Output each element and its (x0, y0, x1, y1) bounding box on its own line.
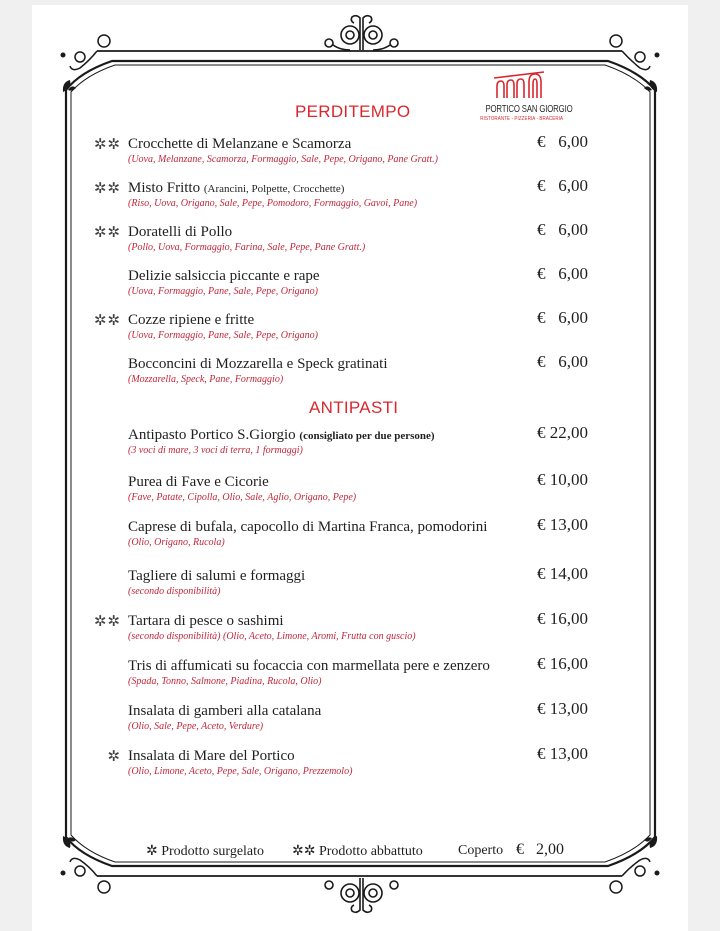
menu-item (0, 220, 720, 263)
product-mark: ✲✲ (93, 223, 121, 241)
menu-item (0, 609, 720, 652)
item-ingredients: (Uova, Melanzane, Scamorza, Formaggio, Sale, Pepe, Origano, Pane Gratt.) (128, 154, 438, 165)
item-name: Cozze ripiene e fritte (128, 312, 255, 328)
menu-item (0, 654, 720, 697)
product-mark: ✲✲ (93, 311, 121, 329)
item-price: € 6,00 (537, 132, 588, 151)
item-ingredients: (Fave, Patate, Cipolla, Olio, Sale, Aglio, Origano, Pepe) (128, 492, 357, 503)
menu-item (0, 423, 720, 466)
product-mark: ✲✲ (93, 612, 121, 630)
item-name: Tagliere di salumi e formaggi (128, 568, 306, 584)
item-ingredients: (secondo disponibilità) (Olio, Aceto, Limone, Aromi, Frutta con guscio) (128, 631, 416, 642)
legend-blast-chilled: ✲✲ Prodotto abbattuto (292, 844, 423, 859)
cover-charge-price: € 2,00 (516, 841, 564, 858)
bottom-ornament (325, 878, 398, 912)
item-name: Antipasto Portico S.Giorgio (consigliato per due persone) (128, 427, 435, 443)
item-name: Purea di Fave e Cicorie (128, 474, 269, 490)
section-title-antipasti: ANTIPASTI (309, 398, 399, 417)
menu-item (0, 699, 720, 742)
item-name: Crocchette di Melanzane e Scamorza (128, 136, 352, 152)
item-price: € 13,00 (537, 515, 588, 534)
menu-item (0, 744, 720, 787)
item-name: Tris di affumicati su focaccia con marmellata pere e zenzero (128, 658, 490, 674)
item-price: € 13,00 (537, 699, 588, 718)
item-name: Insalata di gamberi alla catalana (128, 703, 322, 719)
menu-item (0, 308, 720, 351)
restaurant-logo (476, 70, 573, 122)
menu-item (0, 352, 720, 395)
cover-charge-label: Coperto (458, 843, 504, 858)
item-ingredients: (Olio, Limone, Aceto, Pepe, Sale, Origano, Prezzemolo) (128, 766, 353, 777)
item-name: Doratelli di Pollo (128, 224, 233, 240)
legend-frozen: ✲ Prodotto surgelato (146, 844, 265, 859)
item-ingredients: (Riso, Uova, Origano, Sale, Pepe, Pomodoro, Formaggio, Gavoi, Pane) (128, 198, 418, 209)
logo-tagline: RISTORANTE - PIZZERIA - BRACERIA (480, 116, 564, 122)
item-name: Tartara di pesce o sashimi (128, 613, 284, 629)
item-ingredients: (Spada, Tonno, Salmone, Piadina, Rucola, Olio) (128, 676, 322, 687)
item-price: € 14,00 (537, 564, 588, 583)
item-price: € 13,00 (537, 744, 588, 763)
item-price: € 6,00 (537, 220, 588, 239)
menu-item (0, 176, 720, 219)
item-price: € 22,00 (537, 423, 588, 442)
item-ingredients: (Mozzarella, Speck, Pane, Formaggio) (128, 374, 284, 385)
item-note: (consigliato per due persone) (299, 430, 435, 442)
item-name: Delizie salsiccia piccante e rape (128, 268, 320, 284)
menu-item (0, 264, 720, 307)
item-price: € 6,00 (537, 176, 588, 195)
item-price: € 10,00 (537, 470, 588, 489)
item-price: € 16,00 (537, 609, 588, 628)
logo-name: PORTICO SAN GIORGIO (485, 104, 573, 115)
product-mark: ✲✲ (93, 179, 121, 197)
menu-item (0, 515, 720, 558)
item-name: Misto Fritto (Arancini, Polpette, Crocchette) (128, 180, 345, 196)
product-mark: ✲✲ (93, 135, 121, 153)
item-name: Bocconcini di Mozzarella e Speck gratinati (128, 356, 388, 372)
menu-item (0, 470, 720, 513)
item-price: € 16,00 (537, 654, 588, 673)
product-mark: ✲ (107, 747, 121, 765)
arches-logo-icon (489, 70, 549, 100)
top-ornament (325, 16, 398, 50)
item-ingredients: (Uova, Formaggio, Pane, Sale, Pepe, Origano) (128, 286, 318, 297)
item-price: € 6,00 (537, 308, 588, 327)
item-ingredients: (Olio, Sale, Pepe, Aceto, Verdure) (128, 721, 264, 732)
item-ingredients: (Olio, Origano, Rucola) (128, 537, 225, 548)
item-ingredients: (secondo disponibilità) (128, 586, 221, 597)
item-ingredients: (Uova, Formaggio, Pane, Sale, Pepe, Origano) (128, 330, 318, 341)
item-price: € 6,00 (537, 352, 588, 371)
section-title-perditempo: PERDITEMPO (295, 102, 411, 121)
item-name: Insalata di Mare del Portico (128, 748, 295, 764)
item-ingredients: (3 voci di mare, 3 voci di terra, 1 formaggi) (128, 445, 303, 456)
menu-item (0, 132, 720, 175)
item-note: (Arancini, Polpette, Crocchette) (203, 183, 345, 195)
menu-item (0, 564, 720, 607)
item-ingredients: (Pollo, Uova, Formaggio, Farina, Sale, Pepe, Pane Gratt.) (128, 242, 366, 253)
item-name: Caprese di bufala, capocollo di Martina Franca, pomodorini (128, 519, 488, 535)
item-price: € 6,00 (537, 264, 588, 283)
